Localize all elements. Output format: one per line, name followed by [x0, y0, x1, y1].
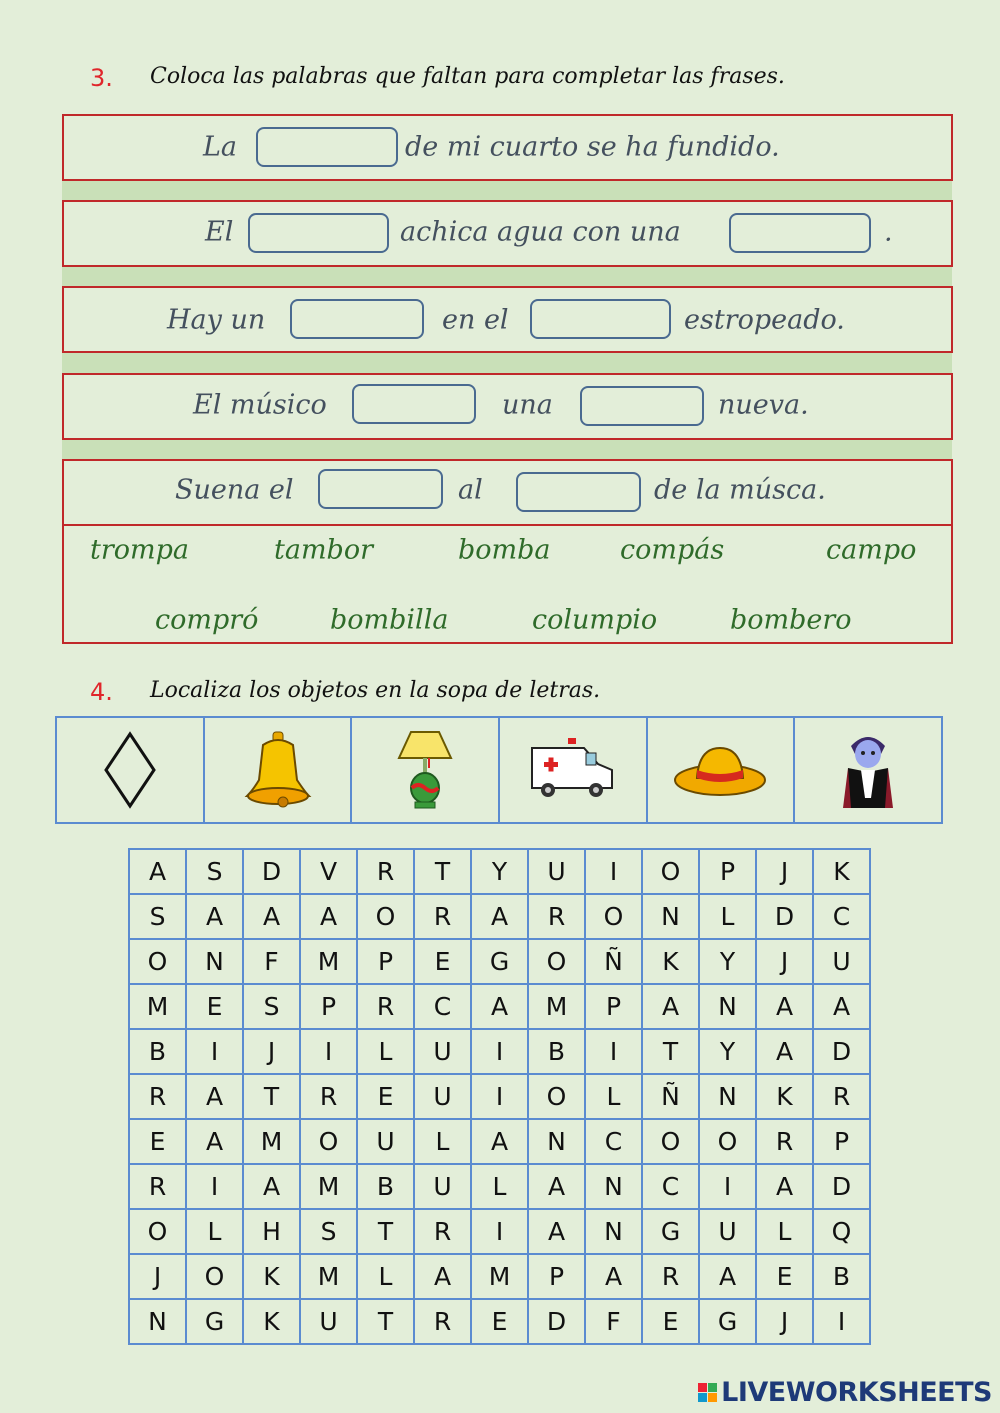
grid-cell[interactable]: O — [642, 849, 699, 894]
answer-input-7[interactable] — [580, 386, 704, 426]
grid-row — [129, 849, 870, 894]
grid-cell[interactable]: I — [186, 1164, 243, 1209]
grid-cell[interactable]: R — [357, 984, 414, 1029]
divider-band — [62, 266, 952, 288]
grid-cell[interactable]: I — [186, 1029, 243, 1074]
grid-cell[interactable]: L — [357, 1254, 414, 1299]
sentence-text: estropeado. — [684, 304, 845, 336]
sentence-text: al — [458, 474, 483, 506]
grid-cell[interactable]: U — [813, 939, 870, 984]
grid-cell[interactable]: T — [414, 849, 471, 894]
grid-cell[interactable]: R — [414, 1209, 471, 1254]
grid-cell[interactable]: G — [642, 1209, 699, 1254]
grid-row — [129, 1029, 870, 1074]
grid-cell[interactable]: B — [357, 1164, 414, 1209]
word-search-grid — [128, 848, 871, 1345]
grid-cell[interactable]: N — [642, 894, 699, 939]
grid-cell[interactable]: S — [300, 1209, 357, 1254]
grid-cell[interactable]: A — [471, 1119, 528, 1164]
grid-cell[interactable]: I — [471, 1074, 528, 1119]
grid-cell[interactable]: E — [129, 1119, 186, 1164]
grid-cell[interactable]: U — [300, 1299, 357, 1344]
grid-cell[interactable]: U — [414, 1074, 471, 1119]
grid-cell[interactable]: J — [756, 849, 813, 894]
sentence-text: una — [502, 389, 553, 421]
grid-cell[interactable]: I — [813, 1299, 870, 1344]
grid-row — [129, 984, 870, 1029]
grid-cell[interactable]: Q — [813, 1209, 870, 1254]
picture-cell — [795, 718, 941, 822]
grid-cell[interactable]: O — [528, 939, 585, 984]
exercise-4-instruction: Localiza los objetos en la sopa de letras. — [150, 678, 601, 703]
grid-cell[interactable]: D — [813, 1029, 870, 1074]
word-bank-item[interactable]: campo — [826, 534, 917, 566]
grid-cell[interactable]: R — [756, 1119, 813, 1164]
grid-cell[interactable]: Ñ — [642, 1074, 699, 1119]
grid-cell[interactable]: C — [642, 1164, 699, 1209]
grid-cell[interactable]: I — [471, 1209, 528, 1254]
answer-input-8[interactable] — [318, 469, 443, 509]
word-bank-item[interactable]: compás — [620, 534, 725, 566]
grid-cell[interactable]: R — [414, 1299, 471, 1344]
grid-cell[interactable]: A — [528, 1164, 585, 1209]
grid-cell[interactable]: J — [756, 939, 813, 984]
grid-cell[interactable]: U — [528, 849, 585, 894]
grid-cell[interactable]: R — [129, 1074, 186, 1119]
grid-cell[interactable]: O — [585, 894, 642, 939]
grid-cell[interactable]: S — [129, 894, 186, 939]
grid-cell[interactable]: T — [243, 1074, 300, 1119]
answer-input-2[interactable] — [248, 213, 389, 253]
grid-cell[interactable]: E — [471, 1299, 528, 1344]
grid-cell[interactable]: M — [243, 1119, 300, 1164]
grid-cell[interactable]: N — [129, 1299, 186, 1344]
grid-cell[interactable]: M — [528, 984, 585, 1029]
grid-cell[interactable]: J — [756, 1299, 813, 1344]
grid-cell[interactable]: B — [528, 1029, 585, 1074]
grid-cell[interactable]: L — [471, 1164, 528, 1209]
grid-cell[interactable]: D — [813, 1164, 870, 1209]
grid-cell[interactable]: R — [414, 894, 471, 939]
grid-row — [129, 939, 870, 984]
grid-cell[interactable]: N — [699, 984, 756, 1029]
grid-cell[interactable]: L — [756, 1209, 813, 1254]
grid-cell[interactable]: D — [528, 1299, 585, 1344]
grid-cell[interactable]: I — [699, 1164, 756, 1209]
grid-cell[interactable]: T — [357, 1209, 414, 1254]
grid-cell[interactable]: C — [414, 984, 471, 1029]
grid-cell[interactable]: Y — [699, 1029, 756, 1074]
grid-row — [129, 1254, 870, 1299]
grid-cell[interactable]: E — [642, 1299, 699, 1344]
grid-cell[interactable]: S — [186, 849, 243, 894]
grid-row — [129, 1164, 870, 1209]
lamp-icon — [395, 728, 455, 813]
logo-text: LIVEWORKSHEETS — [721, 1377, 992, 1408]
grid-cell[interactable]: Y — [471, 849, 528, 894]
grid-cell[interactable]: L — [186, 1209, 243, 1254]
grid-cell[interactable]: U — [414, 1029, 471, 1074]
grid-cell[interactable]: Ñ — [585, 939, 642, 984]
grid-cell[interactable]: N — [528, 1119, 585, 1164]
grid-cell[interactable]: U — [414, 1164, 471, 1209]
grid-cell[interactable]: R — [642, 1254, 699, 1299]
grid-row — [129, 1119, 870, 1164]
grid-cell[interactable]: K — [813, 849, 870, 894]
grid-cell[interactable]: O — [300, 1119, 357, 1164]
hat-icon — [673, 740, 768, 800]
grid-cell[interactable]: R — [528, 894, 585, 939]
grid-row — [129, 1209, 870, 1254]
grid-cell[interactable]: B — [813, 1254, 870, 1299]
sentence-text: La — [203, 131, 238, 163]
grid-cell[interactable]: I — [585, 1029, 642, 1074]
grid-cell[interactable]: D — [756, 894, 813, 939]
sentence-text: . — [884, 216, 893, 248]
answer-input-1[interactable] — [256, 127, 398, 167]
grid-cell[interactable]: M — [300, 1164, 357, 1209]
grid-cell[interactable]: M — [300, 1254, 357, 1299]
word-bank-item[interactable]: bomba — [458, 534, 551, 566]
grid-cell[interactable]: J — [243, 1029, 300, 1074]
picture-row — [55, 716, 943, 824]
diamond-icon — [100, 730, 160, 810]
divider-band — [62, 180, 952, 202]
word-bank-item[interactable]: trompa — [90, 534, 189, 566]
grid-cell[interactable]: A — [414, 1254, 471, 1299]
picture-cell — [57, 718, 205, 822]
grid-cell[interactable]: C — [585, 1119, 642, 1164]
answer-input-4[interactable] — [290, 299, 424, 339]
grid-cell[interactable]: O — [357, 894, 414, 939]
grid-cell[interactable]: A — [186, 1074, 243, 1119]
grid-row — [129, 894, 870, 939]
grid-cell[interactable]: P — [699, 849, 756, 894]
word-bank-item[interactable]: bombilla — [330, 604, 449, 636]
grid-cell[interactable]: A — [186, 1119, 243, 1164]
bell-icon — [243, 730, 313, 810]
grid-cell[interactable]: L — [357, 1029, 414, 1074]
grid-cell[interactable]: A — [528, 1209, 585, 1254]
grid-cell[interactable]: N — [186, 939, 243, 984]
grid-cell[interactable]: U — [699, 1209, 756, 1254]
grid-cell[interactable]: V — [300, 849, 357, 894]
grid-cell[interactable]: R — [813, 1074, 870, 1119]
grid-cell[interactable]: A — [756, 1029, 813, 1074]
ambulance-icon — [528, 738, 618, 803]
grid-cell[interactable]: R — [357, 849, 414, 894]
grid-cell[interactable]: T — [642, 1029, 699, 1074]
grid-cell[interactable]: P — [813, 1119, 870, 1164]
grid-cell[interactable]: A — [813, 984, 870, 1029]
grid-cell[interactable]: A — [186, 894, 243, 939]
word-bank-item[interactable]: bombero — [730, 604, 852, 636]
exercise-3-number: 3. — [90, 64, 113, 92]
sentence-text: Suena el — [175, 474, 294, 506]
grid-cell[interactable]: I — [585, 849, 642, 894]
grid-cell[interactable]: S — [243, 984, 300, 1029]
grid-cell[interactable]: L — [585, 1074, 642, 1119]
grid-row — [129, 1074, 870, 1119]
grid-cell[interactable]: E — [186, 984, 243, 1029]
grid-cell[interactable]: M — [129, 984, 186, 1029]
grid-cell[interactable]: I — [300, 1029, 357, 1074]
sentence-text: de mi cuarto se ha fundido. — [405, 131, 780, 163]
sentence-text: Hay un — [167, 304, 266, 336]
grid-cell[interactable]: E — [357, 1074, 414, 1119]
grid-cell[interactable]: H — [243, 1209, 300, 1254]
grid-cell[interactable]: K — [756, 1074, 813, 1119]
grid-cell[interactable]: K — [243, 1299, 300, 1344]
grid-cell[interactable]: G — [471, 939, 528, 984]
grid-cell[interactable]: O — [186, 1254, 243, 1299]
grid-cell[interactable]: A — [129, 849, 186, 894]
divider-band — [62, 352, 952, 374]
grid-cell[interactable]: R — [129, 1164, 186, 1209]
grid-cell[interactable]: M — [300, 939, 357, 984]
logo-icon — [698, 1383, 717, 1402]
sentence-text: El músico — [193, 389, 327, 421]
exercise-3-instruction: Coloca las palabras que faltan para completar las frases. — [150, 64, 785, 89]
answer-input-6[interactable] — [352, 384, 476, 424]
grid-cell[interactable]: P — [300, 984, 357, 1029]
sentence-text: achica agua con una — [400, 216, 681, 248]
grid-cell[interactable]: K — [243, 1254, 300, 1299]
grid-cell[interactable]: E — [756, 1254, 813, 1299]
grid-cell[interactable]: N — [585, 1209, 642, 1254]
exercise-4-number: 4. — [90, 678, 113, 706]
grid-cell[interactable]: M — [471, 1254, 528, 1299]
vampire-icon — [843, 728, 893, 813]
grid-cell[interactable]: P — [357, 939, 414, 984]
grid-cell[interactable]: A — [471, 984, 528, 1029]
grid-cell[interactable]: P — [585, 984, 642, 1029]
picture-cell — [500, 718, 648, 822]
grid-cell[interactable]: A — [756, 984, 813, 1029]
grid-cell[interactable]: R — [300, 1074, 357, 1119]
picture-cell — [352, 718, 500, 822]
sentence-text: en el — [442, 304, 509, 336]
grid-cell[interactable]: O — [528, 1074, 585, 1119]
grid-cell[interactable]: A — [756, 1164, 813, 1209]
grid-cell[interactable]: A — [243, 894, 300, 939]
grid-cell[interactable]: F — [243, 939, 300, 984]
picture-cell — [205, 718, 353, 822]
grid-cell[interactable]: U — [357, 1119, 414, 1164]
sentence-text: nueva. — [718, 389, 809, 421]
answer-input-9[interactable] — [516, 472, 641, 512]
sentence-text: de la músca. — [654, 474, 826, 506]
answer-input-3[interactable] — [729, 213, 871, 253]
grid-cell[interactable]: A — [471, 894, 528, 939]
grid-cell[interactable]: D — [243, 849, 300, 894]
grid-cell[interactable]: N — [699, 1074, 756, 1119]
word-bank-item[interactable]: columpio — [532, 604, 658, 636]
divider-band — [62, 439, 952, 461]
grid-cell[interactable]: O — [642, 1119, 699, 1164]
grid-cell[interactable]: J — [129, 1254, 186, 1299]
grid-cell[interactable]: T — [357, 1299, 414, 1344]
grid-cell[interactable]: E — [414, 939, 471, 984]
sentence-text: El — [205, 216, 234, 248]
grid-cell[interactable]: L — [414, 1119, 471, 1164]
grid-cell[interactable]: A — [300, 894, 357, 939]
picture-cell — [648, 718, 796, 822]
grid-cell[interactable]: B — [129, 1029, 186, 1074]
grid-cell[interactable]: N — [585, 1164, 642, 1209]
grid-cell[interactable]: P — [528, 1254, 585, 1299]
grid-cell[interactable]: G — [699, 1299, 756, 1344]
grid-cell[interactable]: L — [699, 894, 756, 939]
grid-cell[interactable]: O — [129, 939, 186, 984]
grid-cell[interactable]: A — [243, 1164, 300, 1209]
word-bank-item[interactable]: compró — [155, 604, 259, 636]
grid-cell[interactable]: I — [471, 1029, 528, 1074]
word-bank-item[interactable]: tambor — [274, 534, 373, 566]
grid-cell[interactable]: Y — [699, 939, 756, 984]
grid-row — [129, 1299, 870, 1344]
grid-cell[interactable]: A — [642, 984, 699, 1029]
grid-cell[interactable]: O — [699, 1119, 756, 1164]
grid-cell[interactable]: F — [585, 1299, 642, 1344]
grid-cell[interactable]: K — [642, 939, 699, 984]
answer-input-5[interactable] — [530, 299, 671, 339]
grid-cell[interactable]: A — [699, 1254, 756, 1299]
grid-cell[interactable]: O — [129, 1209, 186, 1254]
grid-cell[interactable]: A — [585, 1254, 642, 1299]
liveworksheets-logo — [698, 1377, 992, 1408]
grid-cell[interactable]: C — [813, 894, 870, 939]
grid-cell[interactable]: G — [186, 1299, 243, 1344]
